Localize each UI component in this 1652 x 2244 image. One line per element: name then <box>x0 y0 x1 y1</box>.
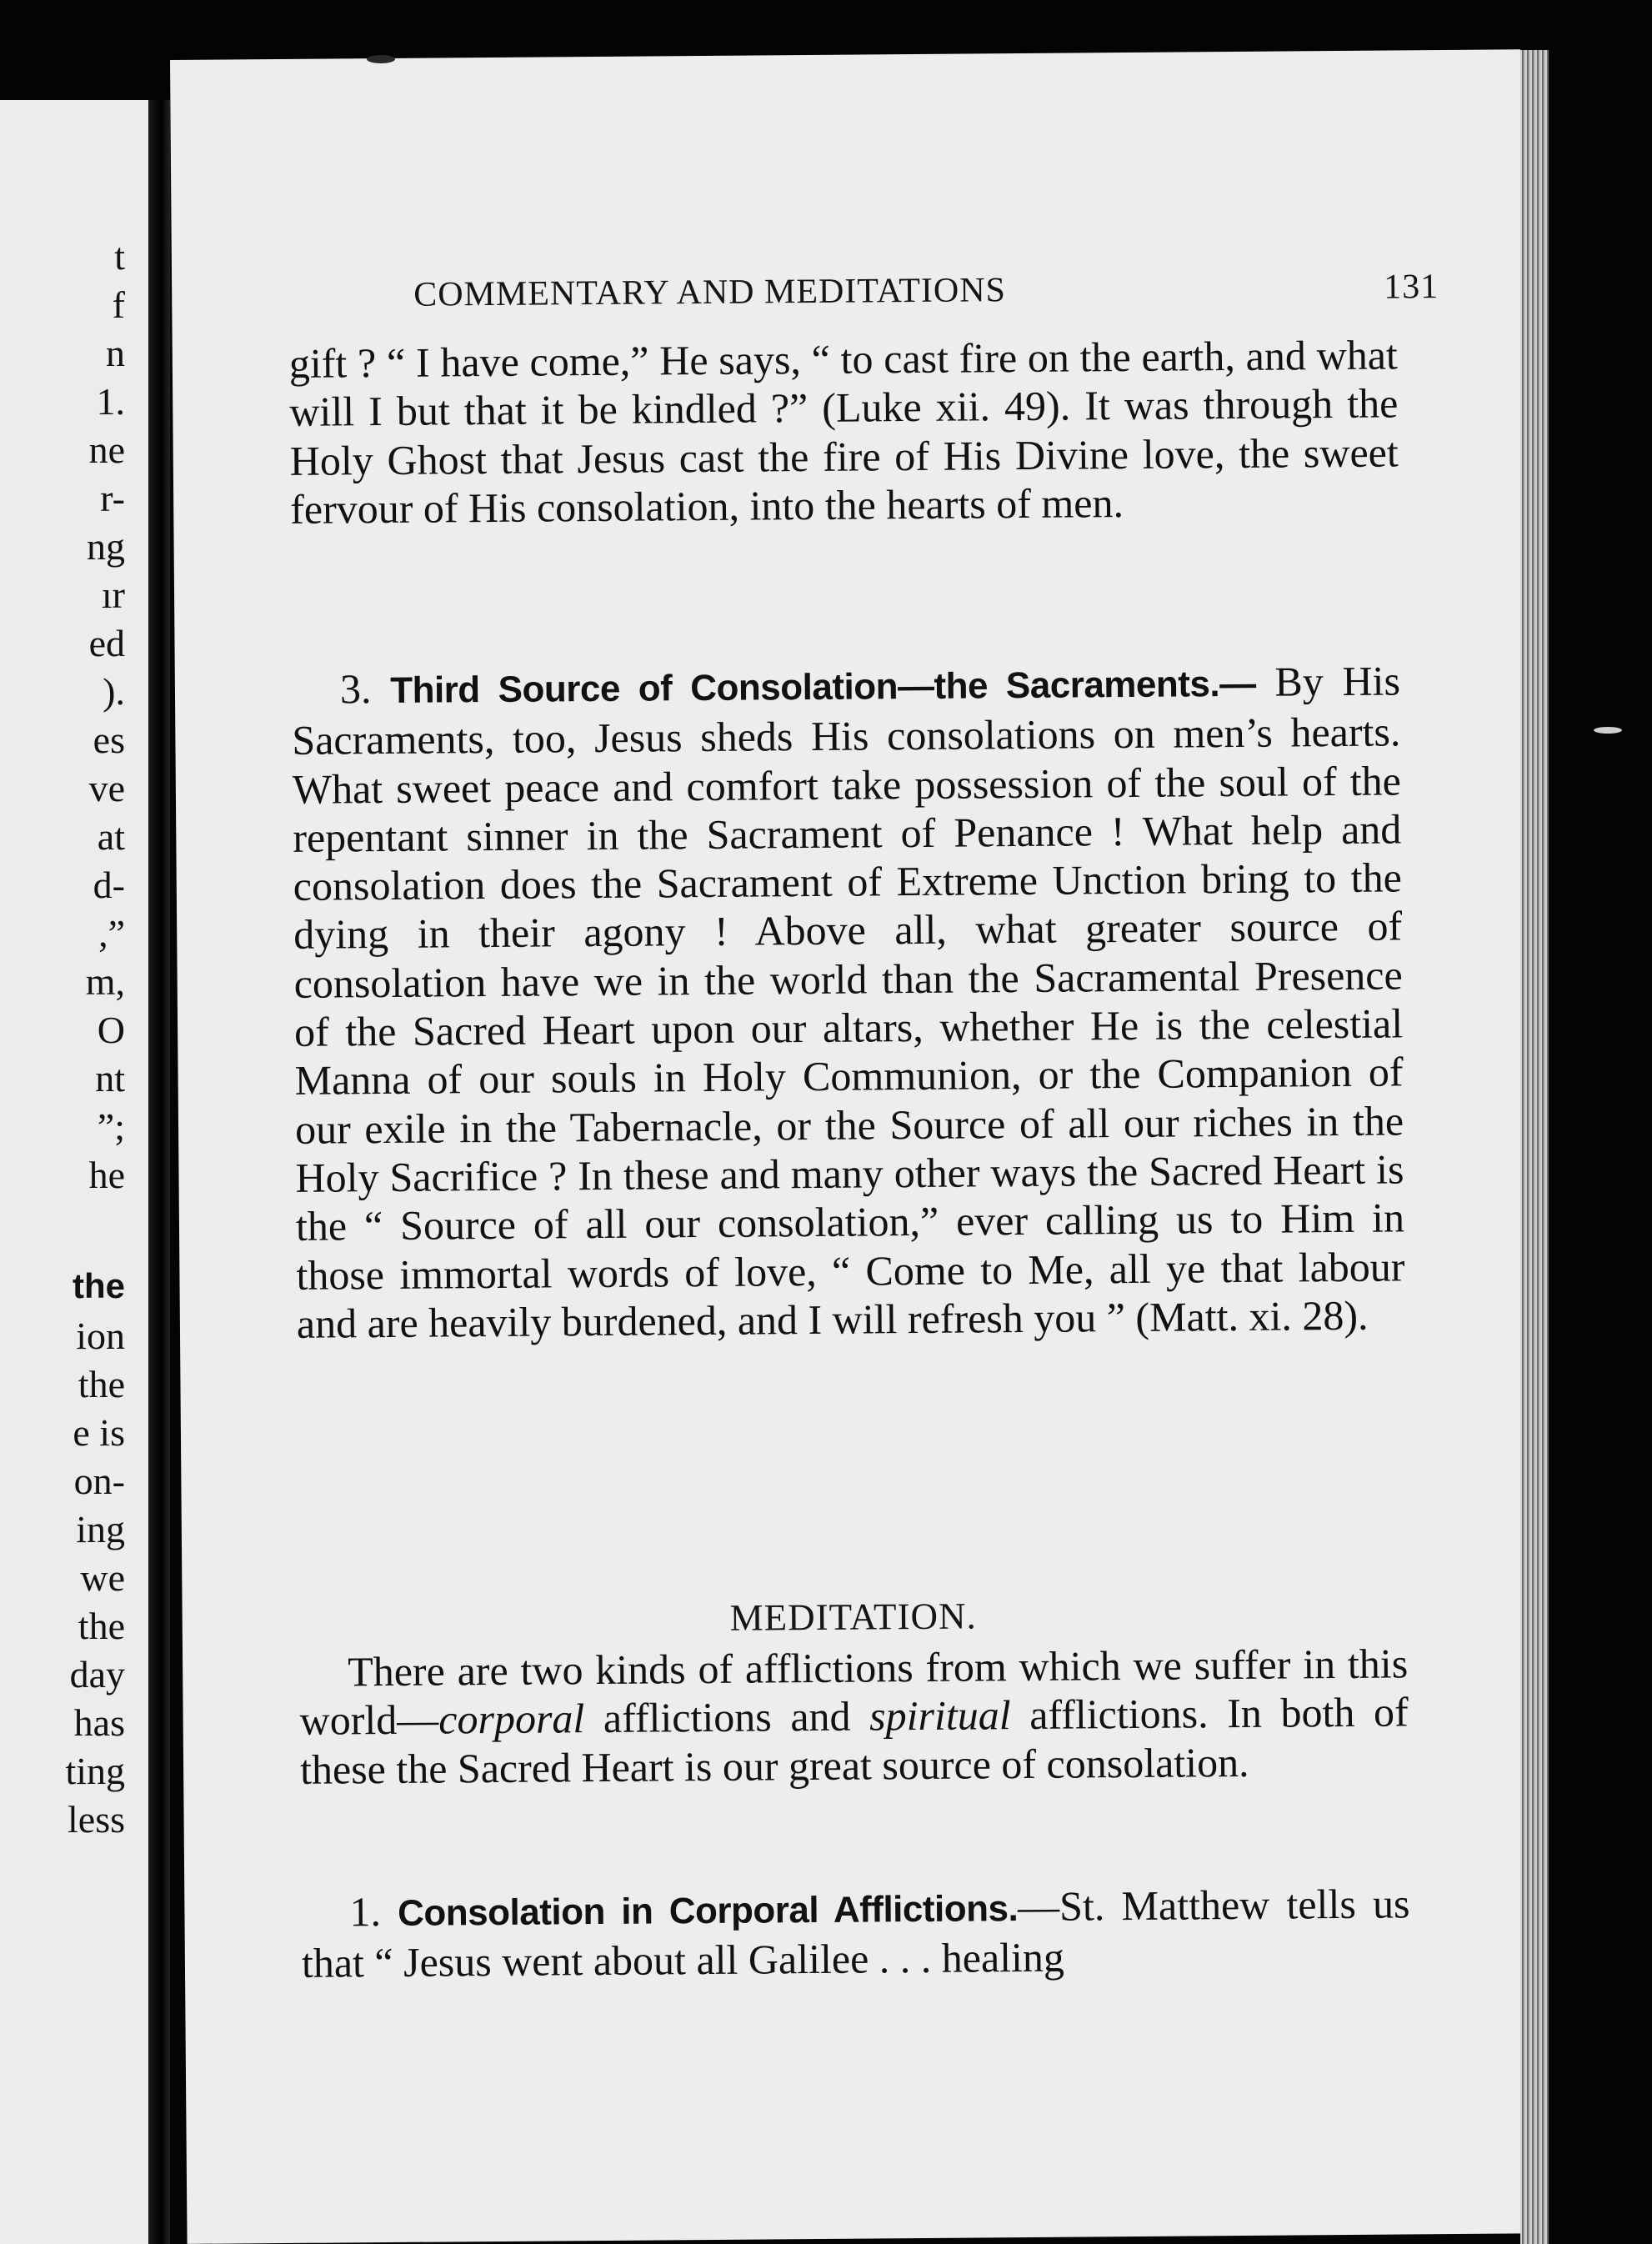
emphasis-spiritual: spiritual <box>869 1691 1011 1740</box>
previous-page-text-fragment: O <box>97 1009 125 1051</box>
previous-page-text-fragment: m, <box>85 960 125 1003</box>
previous-page-text-fragment: we <box>80 1556 125 1599</box>
paragraph-text: gift ? “ I have come,” He says, “ to cast fire on the earth, and what will I but that it be kindled ?” (Luke xii. 49). It was through the Holy Ghost that Jesus cast the fire of His Divine love, the sweet fervour of His consolation, into the hearts of men. <box>288 331 1399 533</box>
text-run: afflictions and <box>584 1692 870 1742</box>
previous-page-text-fragment: ne <box>88 428 125 471</box>
previous-page-text-fragment: ”; <box>97 1105 125 1148</box>
section-number: 3. <box>339 665 372 713</box>
paragraph-afflictions <box>299 1639 1409 1793</box>
page-number: 131 <box>1384 268 1439 307</box>
book-page <box>170 49 1538 2244</box>
previous-page-text-fragment: d- <box>93 864 125 906</box>
previous-page-text-fragment: ing <box>76 1508 125 1550</box>
section-heading: Third Source of Consolation—the Sacraments.— <box>390 663 1256 711</box>
previous-page-text-fragment: f <box>112 283 125 326</box>
previous-page-text-fragment: ). <box>103 670 125 713</box>
meditation-intro <box>299 1639 1409 1793</box>
previous-page-text-fragment: ır <box>101 574 125 616</box>
section-heading: Consolation in Corporal Afflictions. <box>397 1888 1019 1934</box>
previous-page-text-fragment: day <box>69 1653 125 1696</box>
previous-page-text-fragment: ve <box>88 767 125 809</box>
paragraph-text: By His Sacraments, too, Jesus sheds His consolations on men’s hearts. What sweet peace and comfort take possession of the soul of the repentant sinner in the Sacrament of Penance ! What help and consolation does the Sacrament of Extreme Unction bring to the dying in their agony ! Above all, what greater source of consolation have we in the world than the Sacramental Presence of the Sacred Heart upon our altars, whether He is the celestial Manna of our souls in Holy Communion, or the Companion of our exile in the Tabernacle, or the Source of all our riches in the Holy Sacrifice ? In these and many other ways the Sacred Heart is the “ Source of all our consolation,” ever calling us to Him in those immortal words of love, “ Come to Me, all ye that labour and are heavily burdened, and I will refresh you ” (Matt. xi. 28). <box>292 657 1405 1347</box>
book-spine <box>148 100 170 2244</box>
previous-page-text-fragment: e is <box>73 1411 125 1454</box>
scan-speck <box>1594 727 1622 734</box>
paragraph-sacraments <box>292 656 1405 1348</box>
previous-page-text-fragment: the <box>73 1266 125 1305</box>
previous-page-edge <box>0 100 148 2244</box>
paragraph-corporal <box>301 1879 1410 1987</box>
section-third-source <box>292 656 1405 1348</box>
paragraph-text: —St. Matthew tells us that “ Jesus went about all Galilee . . . healing <box>301 1880 1410 1987</box>
previous-page-text-fragment: ,” <box>98 912 125 954</box>
previous-page-text-fragment: ion <box>76 1315 125 1357</box>
previous-page-text-fragment: has <box>73 1701 125 1744</box>
text-run: afflictions. In both of these the Sacred Heart is our great source of consolation. <box>299 1688 1409 1793</box>
emphasis-corporal: corporal <box>438 1695 585 1743</box>
page-header <box>413 267 1439 314</box>
previous-page-text-fragment: less <box>68 1798 125 1841</box>
previous-page-text-fragment: es <box>93 719 125 761</box>
running-head: COMMENTARY AND MEDITATIONS <box>413 271 1007 314</box>
previous-page-text-fragment: n <box>106 332 125 374</box>
previous-page-text-fragment: r- <box>100 477 125 519</box>
text-run: There are two kinds of afflictions from which we suffer in this world— <box>299 1640 1409 1745</box>
section-number: 1. <box>349 1888 382 1936</box>
previous-page-text-fragment: ng <box>87 525 125 568</box>
previous-page-text-fragment: on- <box>73 1460 125 1502</box>
page-edge-stack <box>1520 50 1549 2244</box>
paragraph-continued <box>289 330 1399 533</box>
previous-page-text-fragment: ting <box>65 1750 125 1792</box>
previous-page-text-fragment: he <box>88 1154 125 1196</box>
meditation-heading: MEDITATION. <box>729 1595 977 1639</box>
scan-speck <box>367 55 395 63</box>
previous-page-text-fragment: nt <box>95 1057 125 1099</box>
section-corporal <box>301 1879 1410 1987</box>
previous-page-text-fragment: t <box>114 235 125 278</box>
previous-page-text-fragment: the <box>78 1605 125 1647</box>
previous-page-text-fragment: ed <box>88 622 125 664</box>
previous-page-text-fragment: at <box>97 815 125 858</box>
previous-page-text-fragment: 1. <box>96 380 125 423</box>
previous-page-text-fragment: the <box>78 1363 125 1405</box>
